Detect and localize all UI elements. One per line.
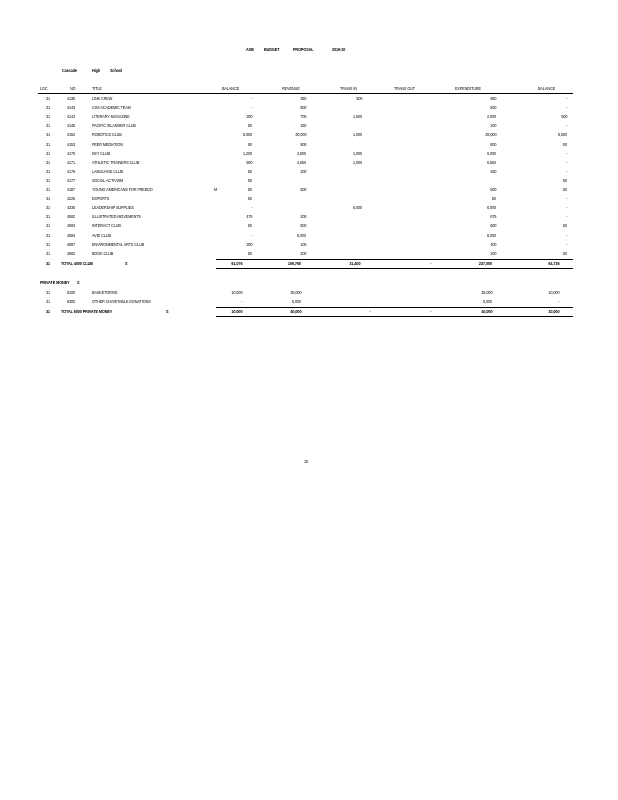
row-revenue: 100 [299,241,306,247]
pm-row-balance: - [240,299,242,304]
row-balance: - [250,232,252,238]
row-title: ROBOTICS CLUB [92,132,122,138]
row-title: ESPORTS [92,196,110,202]
pm-total-label-tail: S [166,309,169,314]
row-revenue: 350 [299,96,306,101]
row-title: ENVIRONMENTAL ARTS CLUB [92,241,145,247]
row-expenditure: 250 [489,168,496,174]
row-expenditure: 200 [489,250,496,256]
table-row [0,123,618,132]
pm-row-expenditure: 35,000 [480,290,492,295]
row-expenditure: 5,550 [486,159,496,165]
row-no: 4144 [67,114,76,120]
row-revenue: 8,000 [296,232,306,238]
row-no: 4176 [67,168,76,174]
row-no: 4145 [67,123,76,129]
pm-row-balance: 10,000 [230,290,242,295]
row-no: 4152 [67,132,76,138]
pm-total-expenditure: 40,000 [480,309,492,314]
table-row [0,178,618,187]
club-total-label: TOTAL 4000 CLUB [61,261,93,266]
row-title: INTERACT CLUB [92,223,121,229]
row-balance: 900 [245,159,252,165]
row-revenue: 3,800 [296,150,306,156]
row-balance: 50 [247,177,252,183]
row-no: 4187 [67,187,76,192]
pm-row-end-balance: 10,000 [547,290,559,295]
row-no: 4592 [67,214,76,220]
row-revenue: 800 [299,141,306,147]
row-balance: 300 [245,114,252,120]
row-end-balance: 50 [562,187,567,192]
row-title: YOUNG AMERICANS FOR FREEDO [92,187,153,192]
row-expenditure: 6,000 [486,205,496,211]
row-loc: 31 [46,187,51,192]
pm-row-no: 6100 [67,290,76,295]
table-row [0,223,618,232]
row-revenue: 200 [299,250,306,256]
row-end-balance: - [565,241,567,247]
pm-row-revenue: 35,000 [289,290,301,295]
header-expenditure: EXPENDITURE [455,86,481,91]
row-end-balance: - [565,196,567,202]
row-expenditure: 28,000 [484,132,496,138]
row-trans-in: 1,000 [352,159,362,165]
row-no: 4594 [67,232,76,238]
table-row [0,196,618,205]
title-word-budget: BUDGET [264,47,280,52]
pm-row-revenue: 5,000 [291,299,301,304]
row-expenditure: 500 [489,187,496,192]
row-revenue: 150 [299,123,306,129]
row-end-balance: 8,000 [557,132,567,138]
title-word-proposal: PROPOSAL [293,47,314,52]
club-total-rule-bottom [216,268,573,269]
row-revenue: 700 [299,114,306,120]
row-title: PACIFIC ISLANDER CLUB [92,123,136,129]
row-loc: 31 [46,232,51,238]
row-no: 4593 [67,223,76,229]
row-end-balance: - [565,214,567,220]
row-end-balance: - [565,232,567,238]
row-title: PEER MEDIATION [92,141,123,147]
row-balance: - [250,205,252,211]
row-end-balance: 50 [562,250,567,256]
table-row [0,142,618,151]
table-row [0,151,618,160]
row-expenditure: 600 [489,223,496,229]
pm-total-rule-top [216,307,573,308]
club-total-trans-in: 31,400 [348,261,360,266]
table-row [0,160,618,169]
pm-row-loc: 31 [46,290,51,295]
row-expenditure: 500 [489,105,496,111]
school-word-3: School [110,68,123,73]
school-word-1: Cascade [62,68,77,73]
row-balance: 50 [247,141,252,147]
table-row [0,290,618,299]
pm-total-end-balance: 10,000 [547,309,559,314]
row-revenue: 500 [299,105,306,111]
header-revenue: REVENUE [282,86,300,91]
row-loc: 31 [46,168,51,174]
pm-total-loc: 31 [46,309,51,314]
row-title: AVID CLUB [92,232,111,238]
row-balance: 50 [247,196,252,202]
table-row [0,96,618,105]
row-revenue: 200 [299,214,306,220]
row-loc: 31 [46,114,51,120]
row-expenditure: 50 [491,196,496,202]
table-row [0,132,618,141]
pm-row-loc: 31 [46,299,51,304]
row-expenditure: 200 [489,123,496,129]
club-total-trans-out: - [429,261,431,266]
row-trans-in: 1,500 [352,114,362,120]
table-row [0,105,618,114]
row-trans-in: 1,000 [352,150,362,156]
row-loc: 31 [46,250,51,256]
club-total-end-balance: 64,736 [547,261,559,266]
row-trans-in: 500 [355,96,362,101]
table-row [0,233,618,242]
club-total-loc: 31 [46,261,51,266]
row-balance: 1,200 [242,150,252,156]
row-end-balance: 50 [562,223,567,229]
row-no: 4135 [67,96,76,101]
row-title: CHS ACADEMIC TEAM [92,105,131,111]
header-trans-out: TRANS OUT [394,86,416,91]
row-loc: 31 [46,141,51,147]
row-balance: 50 [247,168,252,174]
row-title: LEADERSHIP SUPPLIES [92,205,134,211]
row-expenditure: 2,000 [486,114,496,120]
header-rule [38,93,573,94]
pm-total-trans-out: - [429,309,431,314]
row-loc: 31 [46,196,51,202]
row-no: 4153 [67,141,76,147]
row-revenue: 500 [299,187,306,192]
row-title: SOCIAL ACTIVISM [92,177,124,183]
row-end-balance: - [565,105,567,111]
row-balance: 50 [247,250,252,256]
header-trans-in: TRANS IN [340,86,357,91]
row-title: ATHLETIC TRAINERS CLUB [92,159,140,165]
private-money-heading: PRIVATE MONEY [40,280,70,285]
row-balance: - [250,96,252,101]
row-expenditure: 675 [489,214,496,220]
school-word-2: High [92,68,101,73]
row-title: LINK CREW [92,96,113,101]
row-revenue: 4,650 [296,159,306,165]
row-title: KEY CLUB [92,150,110,156]
row-balance: 50 [247,187,252,192]
row-revenue: 30,000 [294,132,306,138]
header-end-balance: BALANCE [538,86,556,91]
row-loc: 31 [46,214,51,220]
club-total-expenditure: 237,000 [478,261,492,266]
row-end-balance: - [565,123,567,129]
row-expenditure: 850 [489,96,496,101]
row-no: 4225 [67,196,76,202]
row-revenue: 200 [299,168,306,174]
club-total-rule-top [216,259,573,260]
row-end-balance: 500 [560,114,567,120]
pm-row-end-balance: - [557,299,559,304]
row-balance: 475 [245,214,252,220]
row-loc: 31 [46,150,51,156]
table-row [0,169,618,178]
row-no: 4171 [67,159,76,165]
row-expenditure: 6,000 [486,150,496,156]
row-loc: 31 [46,223,51,229]
title-word-year: 2019-20 [332,47,346,52]
header-balance: BALANCE [222,86,240,91]
row-loc: 31 [46,132,51,138]
pm-row-title: OTHER CHARITABLE DONATIONS [92,299,151,304]
row-no: 4170 [67,150,76,156]
row-end-balance: - [565,96,567,101]
row-loc: 31 [46,96,51,101]
pm-row-expenditure: 5,000 [482,299,492,304]
club-total-balance: 61,076 [230,261,242,266]
row-title: LANGUAGE CLUB [92,168,123,174]
pm-total-rule-bottom [216,316,573,317]
row-loc: 31 [46,159,51,165]
row-mark: M [214,187,218,192]
row-loc: 31 [46,177,51,183]
title-word-asb: ASB [246,47,254,52]
row-loc: 31 [46,205,51,211]
row-no: 4177 [67,177,76,183]
pm-total-label: TOTAL 6000 PRIVATE MONEY [61,309,113,314]
row-expenditure: 400 [489,241,496,247]
row-no: 4143 [67,105,76,111]
row-expenditure: 8,000 [486,232,496,238]
pm-total-revenue: 40,000 [289,309,301,314]
row-no: 4597 [67,241,76,247]
row-loc: 31 [46,105,51,111]
row-end-balance: 50 [562,141,567,147]
row-loc: 31 [46,123,51,129]
row-balance: 5,000 [242,132,252,138]
pm-row-no: 6300 [67,299,76,304]
row-end-balance: - [565,150,567,156]
row-loc: 31 [46,241,51,247]
row-balance: 50 [247,223,252,229]
row-title: LITERARY MAGAZINE [92,114,130,120]
row-revenue: 600 [299,223,306,229]
private-money-heading-tail: S [77,280,80,285]
row-trans-in: 1,000 [352,132,362,138]
page-number: 15 [304,459,309,464]
row-balance: 50 [247,123,252,129]
row-no: 4336 [67,205,76,211]
table-row [0,214,618,223]
header-title: TITLE [92,86,102,91]
row-trans-in: 6,000 [352,205,362,211]
row-balance: 300 [245,241,252,247]
row-end-balance: - [565,205,567,211]
row-end-balance: - [565,159,567,165]
pm-total-trans-in: - [368,309,370,314]
row-no: 4682 [67,250,76,256]
row-balance: - [250,105,252,111]
header-no: NO [70,86,76,91]
header-loc: LOC [40,86,48,91]
row-end-balance: 50 [562,177,567,183]
club-total-revenue: 109,760 [287,261,301,266]
table-row [0,114,618,123]
pm-total-balance: 10,000 [230,309,242,314]
row-title: ILLUSTRATED MOVEMENTS [92,214,141,220]
row-expenditure: 800 [489,141,496,147]
pm-row-title: BASKETORIVE [92,290,118,295]
club-total-label-tail: S [125,261,128,266]
row-title: BOOK CLUB [92,250,114,256]
table-row [0,242,618,251]
table-row [0,187,618,196]
row-end-balance: - [565,168,567,174]
table-row [0,205,618,214]
